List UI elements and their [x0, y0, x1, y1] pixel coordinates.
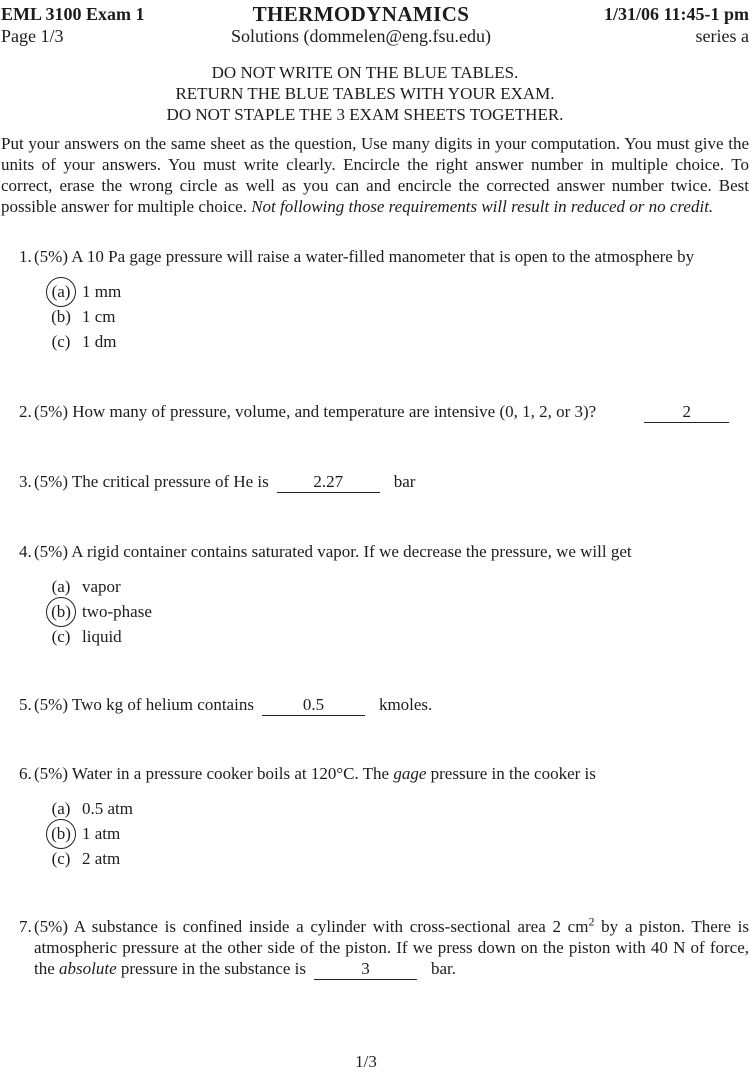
options-list	[46, 279, 749, 354]
option-text: 2 atm	[82, 848, 121, 868]
question-text	[34, 694, 749, 716]
question-body	[34, 541, 749, 649]
option-label: (a)	[51, 798, 71, 818]
superscript-text: 2	[588, 914, 595, 929]
question-text-segment: by a piston. There is atmospheric pressure at the other side of the piston. If we press down on the piston with 40 N of force, the	[34, 917, 749, 978]
question-number: 3.	[19, 472, 32, 491]
answer-blank	[644, 401, 729, 423]
answer-blank	[314, 958, 417, 980]
option-text: liquid	[82, 626, 122, 646]
page-number: Page 1/3	[1, 26, 64, 46]
option-text: 1 dm	[82, 331, 117, 351]
question-text-segment: (5%) A 10 Pa gage pressure will raise a water-filled manometer that is open to the atmosphere by	[34, 247, 695, 266]
question-number: 5.	[19, 695, 32, 714]
answer-value: 3	[361, 959, 370, 978]
option-label: (a)	[51, 576, 71, 596]
option-label: (c)	[51, 626, 71, 646]
question-text	[34, 541, 749, 562]
question-number: 6.	[19, 764, 32, 783]
question-text-segment: bar	[393, 472, 416, 491]
question-text-segment: (5%) Water in a pressure cooker boils at 120°C. The	[34, 764, 394, 783]
question-text-segment: (5%) A rigid container contains saturated vapor. If we decrease the pressure, we will get	[34, 542, 632, 561]
answer-value: 0.5	[302, 695, 325, 714]
option-text: 1 mm	[82, 281, 122, 301]
question-text-segment: bar.	[430, 959, 456, 978]
question-number: 2.	[19, 402, 32, 421]
options-list	[46, 796, 749, 871]
question-body	[34, 401, 749, 423]
questions-list	[1, 246, 749, 980]
option-row	[46, 304, 749, 329]
option-row	[46, 796, 749, 821]
question-body	[34, 471, 749, 493]
question-text-segment: pressure in the cooker is	[426, 764, 596, 783]
question-item	[1, 916, 749, 980]
question-item	[1, 401, 749, 423]
question-item	[1, 763, 749, 871]
question-item	[1, 246, 749, 354]
question-text	[34, 763, 749, 784]
question-number: 7.	[19, 917, 32, 936]
question-text-segment: gage	[393, 764, 427, 783]
option-row	[46, 329, 749, 354]
instructions-text: Put your answers on the same sheet as the question, Use many digits in your computation. You must give the units of your answers. You must write clearly. Encircle the right answer number in multiple choice. To correct, erase the wrong circle as well as you can and encircle the corrected answer number twice. Best possible answer for multiple choice.	[1, 134, 749, 216]
answer-blank	[277, 471, 380, 493]
page-header	[1, 3, 749, 47]
question-number: 4.	[19, 542, 32, 561]
instructions-paragraph	[1, 133, 749, 217]
option-text: 0.5 atm	[82, 798, 133, 818]
notice-line: RETURN THE BLUE TABLES WITH YOUR EXAM.	[175, 84, 555, 103]
option-row	[46, 624, 749, 649]
instructions-warning: Not following those requirements will result in reduced or no credit.	[251, 197, 714, 216]
course-title: EML 3100 Exam 1	[1, 4, 145, 24]
option-label: (c)	[51, 848, 71, 868]
question-text	[34, 401, 749, 423]
question-number: 1.	[19, 247, 32, 266]
header-center	[231, 3, 491, 47]
exam-subtitle: Solutions (dommelen@eng.fsu.edu)	[230, 26, 492, 46]
question-body	[34, 694, 749, 716]
answer-value: 2	[682, 402, 691, 421]
question-item	[1, 471, 749, 493]
option-label-circled-answer: (b)	[46, 819, 76, 849]
option-text: vapor	[82, 576, 121, 596]
notice-block	[0, 62, 739, 125]
question-text	[34, 471, 749, 493]
question-text-segment: (5%) The critical pressure of He is	[34, 472, 269, 491]
question-text	[34, 246, 749, 267]
exam-title: THERMODYNAMICS	[252, 2, 470, 26]
exam-datetime: 1/31/06 11:45-1 pm	[603, 4, 749, 24]
question-text-segment: (5%) Two kg of helium contains	[34, 695, 254, 714]
option-row	[46, 599, 749, 624]
option-text: 1 cm	[82, 306, 116, 326]
question-text-segment: kmoles.	[378, 695, 433, 714]
option-label-circled-answer: (a)	[46, 277, 76, 307]
options-list	[46, 574, 749, 649]
question-text-segment: (5%) How many of pressure, volume, and temperature are intensive (0, 1, 2, or 3)?	[34, 402, 597, 421]
option-label-circled-answer: (b)	[46, 597, 76, 627]
option-row	[46, 574, 749, 599]
notice-line: DO NOT WRITE ON THE BLUE TABLES.	[211, 63, 519, 82]
option-text: 1 atm	[82, 823, 121, 843]
option-label: (b)	[51, 306, 71, 326]
answer-value: 2.27	[313, 472, 344, 491]
header-right	[505, 3, 749, 47]
notice-line: DO NOT STAPLE THE 3 EXAM SHEETS TOGETHER.	[166, 105, 564, 124]
exam-series: series a	[695, 26, 749, 46]
question-body	[34, 763, 749, 871]
question-text	[34, 916, 749, 980]
header-left	[1, 3, 245, 47]
question-text-segment: pressure in the substance is	[116, 959, 306, 978]
option-row	[46, 846, 749, 871]
option-text: two-phase	[82, 601, 152, 621]
option-row	[46, 821, 749, 846]
question-body	[34, 246, 749, 354]
option-row	[46, 279, 749, 304]
question-item	[1, 694, 749, 716]
question-item	[1, 541, 749, 649]
question-text-segment: absolute	[59, 959, 117, 978]
answer-blank	[262, 694, 365, 716]
question-body	[34, 916, 749, 980]
question-text-segment: (5%) A substance is confined inside a cylinder with cross-sectional area 2 cm	[34, 917, 589, 936]
option-label: (c)	[51, 331, 71, 351]
page-footer: 1/3	[355, 1052, 377, 1071]
